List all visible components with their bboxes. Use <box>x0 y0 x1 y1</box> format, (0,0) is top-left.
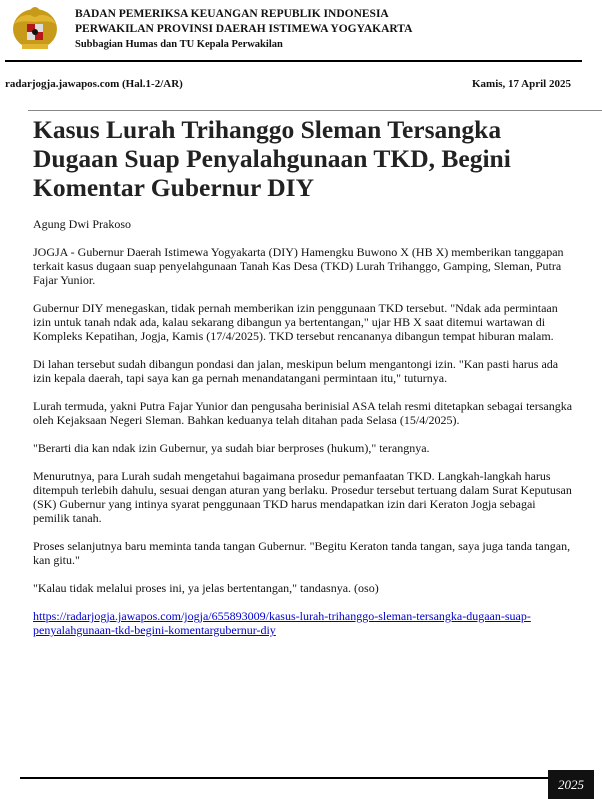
paragraph: Di lahan tersebut sudah dibangun pondasi dan jalan, meskipun belum mengantongi izin. "Kan pasti harus ada izin kepala daerah, tapi saya kan ga pernah menandatangani permintaan itu," tuturnya. <box>33 357 559 385</box>
article-author: Agung Dwi Prakoso <box>33 217 131 231</box>
paragraph: Lurah termuda, yakni Putra Fajar Yunior dan pengusaha berinisial ASA telah resmi ditetapkan sebagai tersangka oleh Kejaksaan Negeri Sleman. Bahkan keduanya telah ditahan pada Selasa (15/4/2025). <box>33 399 573 427</box>
org-line-1: BADAN PEMERIKSA KEUANGAN REPUBLIK INDONESIA <box>75 8 389 20</box>
garuda-emblem-icon <box>10 2 60 52</box>
organization-name <box>75 7 412 52</box>
header-divider <box>5 60 582 62</box>
paragraph: Menurutnya, para Lurah sudah mengetahui bagaimana prosedur pemanfaatan TKD. Langkah-langkah harus ditempuh terlebih dahulu, sesuai dengan aturan yang berlaku. Prosedur tersebut tertuang dalam Surat Keputusan (SK) Gubernur yang intinya syarat penggunaan TKD harus mendapatkan izin dari Keraton Jogja sebagai pemilik tanah. <box>33 469 572 525</box>
date-label: Kamis, 17 April 2025 <box>471 78 571 90</box>
article-title: Kasus Lurah Trihanggo Sleman Tersangka Dugaan Suap Penyalahgunaan TKD, Begini Komentar Gubernur DIY <box>33 115 511 202</box>
title-divider <box>28 110 602 111</box>
source-link[interactable]: https://radarjogja.jawapos.com/jogja/655893009/kasus-lurah-trihanggo-sleman-tersangka-dugaan-suap-penyalahgunaan-tkd-begini-komentargubernur-diy <box>33 609 531 637</box>
year-badge: 2025 <box>548 770 594 799</box>
org-line-3: Subbagian Humas dan TU Kepala Perwakilan <box>75 39 283 50</box>
paragraph: "Berarti dia kan ndak izin Gubernur, ya sudah biar berproses (hukum)," terangnya. <box>33 441 430 455</box>
footer-divider <box>20 777 580 779</box>
paragraph: "Kalau tidak melalui proses ini, ya jelas bertentangan," tandasnya. (oso) <box>33 581 379 595</box>
article-body <box>33 245 575 651</box>
document-header <box>0 0 602 62</box>
paragraph: Proses selanjutnya baru meminta tanda tangan Gubernur. "Begitu Keraton tanda tangan, saya juga tanda tangan, kan gitu." <box>33 539 571 567</box>
org-line-2: PERWAKILAN PROVINSI DAERAH ISTIMEWA YOGYAKARTA <box>75 23 413 35</box>
source-label: radarjogja.jawapos.com (Hal.1-2/AR) <box>5 78 183 90</box>
paragraph: JOGJA - Gubernur Daerah Istimewa Yogyakarta (DIY) Hamengku Buwono X (HB X) memberikan tanggapan terkait kasus dugaan suap penyelahgunaan Tanah Kas Desa (TKD) Lurah Trihanggo, Gamping, Sleman, Putra Fajar Yunior. <box>33 245 564 287</box>
paragraph: Gubernur DIY menegaskan, tidak pernah memberikan izin penggunaan TKD tersebut. "Ndak ada permintaan izin untuk tanah ndak ada, kalau sekarang dibangun ya bertentangan," ujar HB X saat ditemui wartawan di Kompleks Kepatihan, Jogja, Kamis (17/4/2025). TKD tersebut rencananya dibangun tempat hiburan malam. <box>33 301 558 343</box>
